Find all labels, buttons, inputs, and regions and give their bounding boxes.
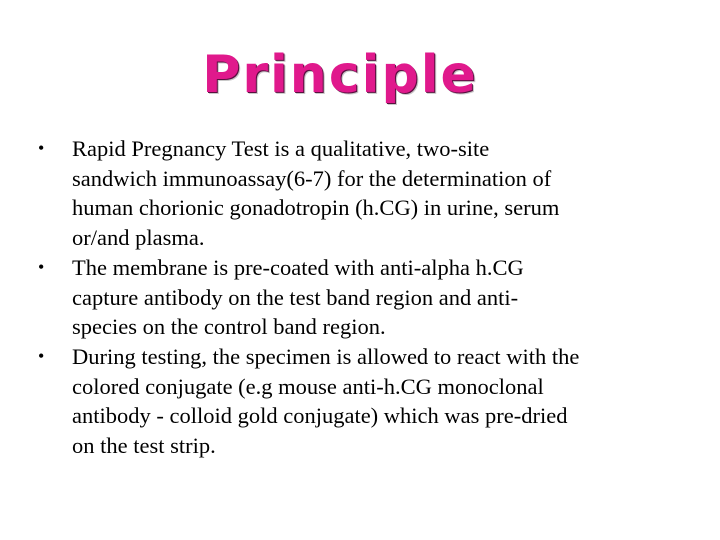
bullet-3-line-3: antibody - colloid gold conjugate) which was pre-dried	[72, 403, 568, 429]
bullet-1-line-2: sandwich immunoassay(6-7) for the determination of	[72, 165, 552, 191]
bullet-2-line-1: The membrane is pre-coated with anti-alpha h.CG	[72, 254, 524, 280]
bullet-dot-icon: •	[38, 138, 45, 158]
bullet-3-line-1: During testing, the specimen is allowed to react with the	[72, 343, 580, 369]
bullet-item-1	[38, 134, 688, 253]
bullet-dot-icon: •	[38, 256, 45, 277]
bullet-list	[38, 134, 688, 461]
bullet-1-line-4: or/and plasma.	[72, 225, 205, 251]
slide-title	[0, 40, 680, 110]
bullet-2-line-2: capture antibody on the test band region and anti-	[72, 284, 519, 310]
bullet-2-line-3: species on the control band region.	[72, 314, 386, 340]
bullet-item-2	[38, 253, 688, 342]
bullet-1-line-1: Rapid Pregnancy Test is a qualitative, two-site	[72, 136, 490, 161]
bullet-3-line-2: colored conjugate (e.g mouse anti-h.CG monoclonal	[72, 373, 544, 399]
bullet-3-line-4: on the test strip.	[72, 433, 216, 459]
bullet-item-3	[38, 342, 688, 461]
bullet-1-line-3: human chorionic gonadotropin (h.CG) in urine, serum	[72, 195, 560, 221]
bullet-dot-icon: •	[38, 345, 45, 366]
slide-title-text: Principle	[202, 45, 478, 105]
